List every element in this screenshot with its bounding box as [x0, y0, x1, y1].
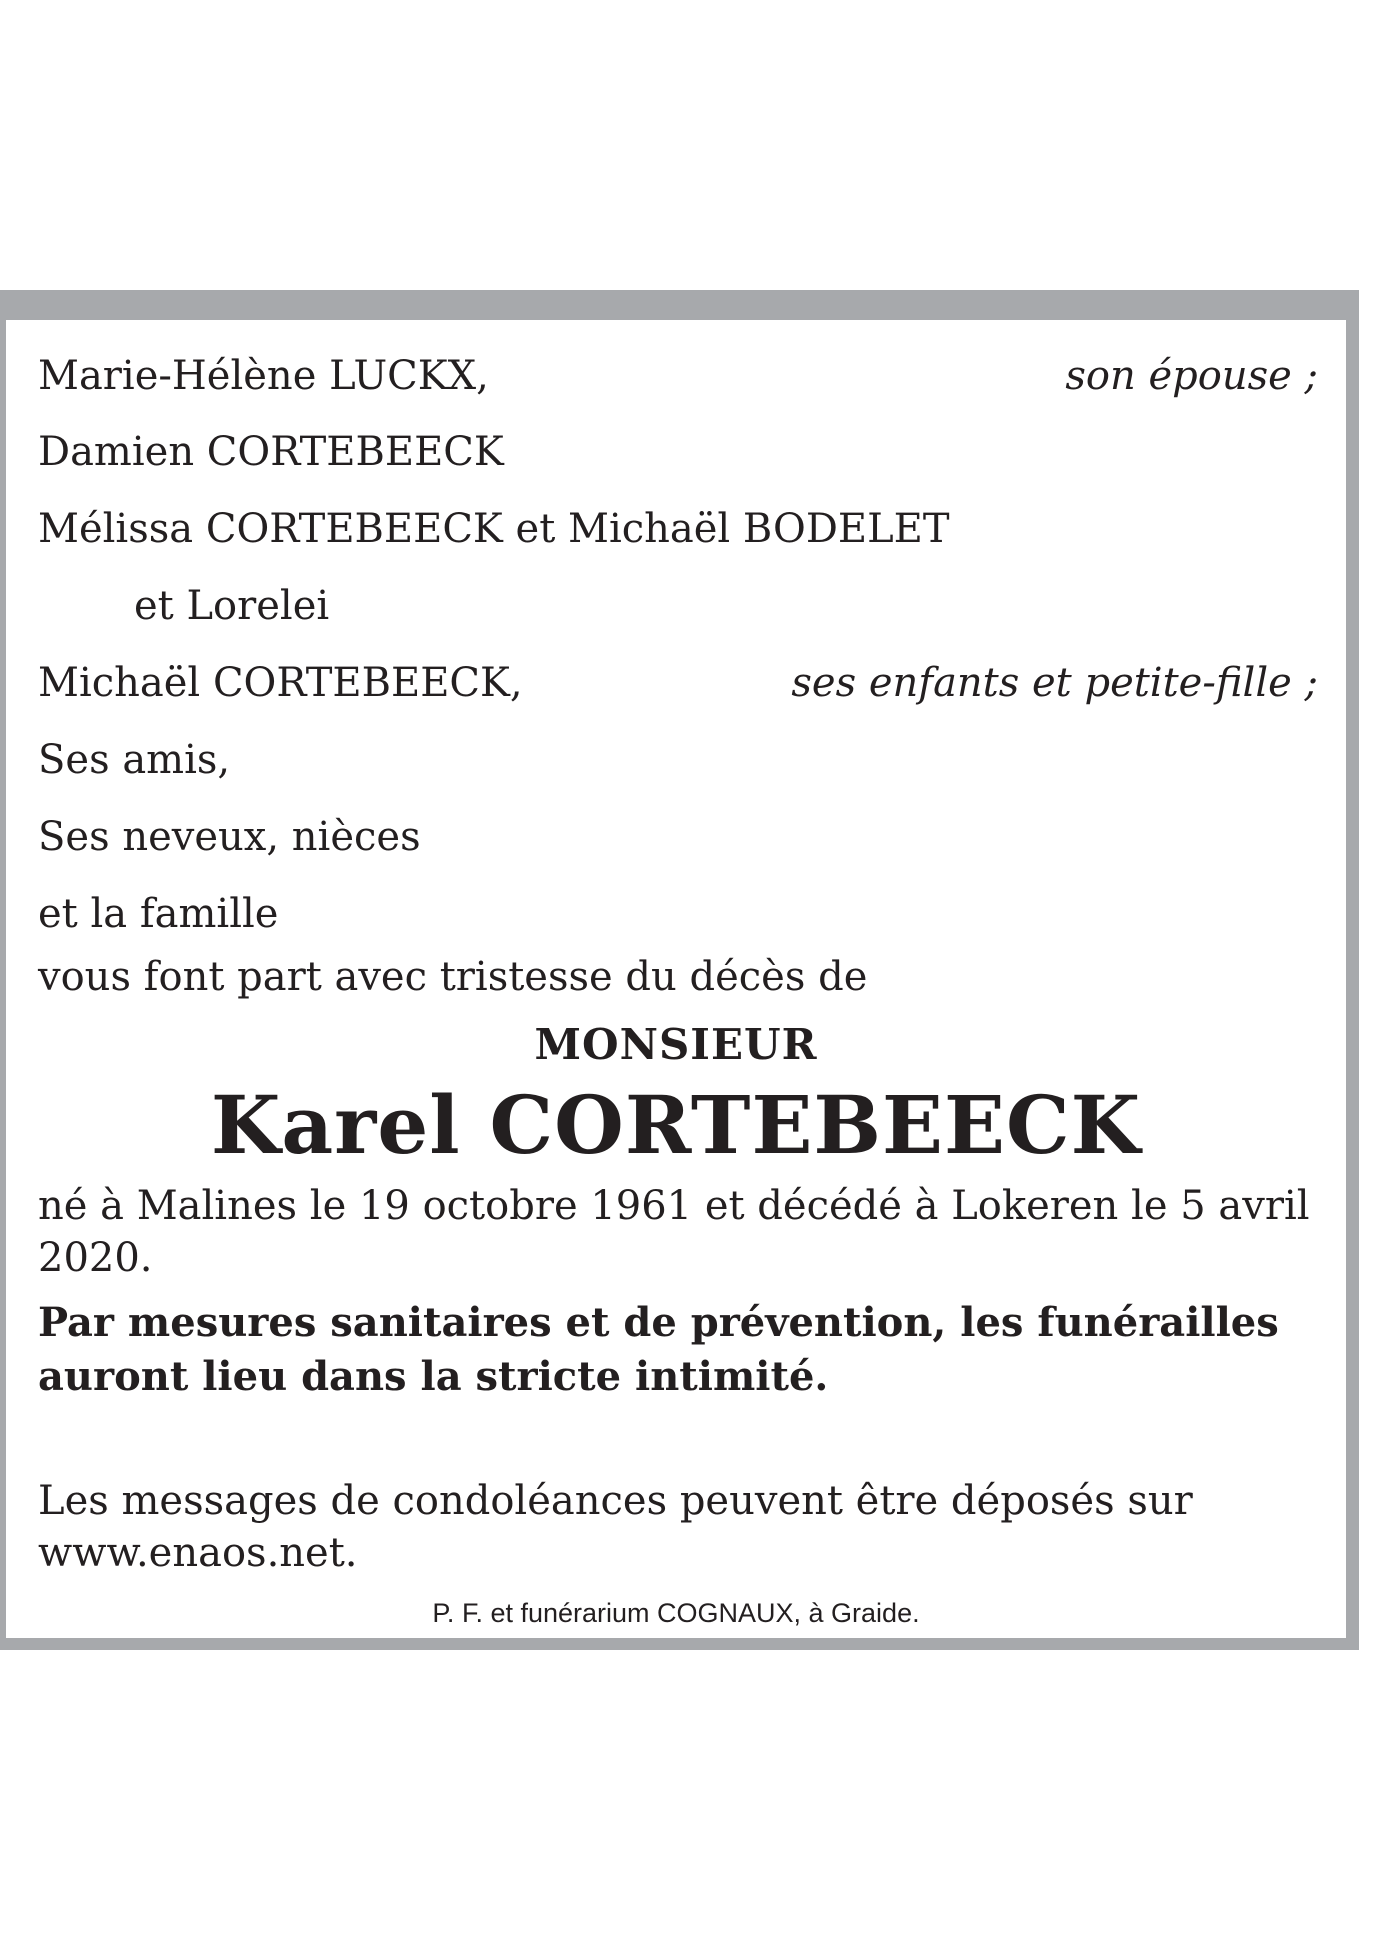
relation-children: ses enfants et petite-fille ; — [791, 660, 1318, 706]
funeral-home: P. F. et funérarium COGNAUX, à Graide. — [432, 1598, 920, 1628]
deceased-name: Karel CORTEBEECK — [210, 1078, 1142, 1172]
notice-border — [0, 290, 1359, 1650]
relation-spouse: son épouse ; — [1065, 353, 1318, 399]
family-member-child-couple: Mélissa CORTEBEECK et Michaël BODELET — [38, 506, 950, 552]
family-member-child: Michaël CORTEBEECK, — [38, 660, 523, 706]
family-member-spouse: Marie-Hélène LUCKX, — [38, 353, 489, 399]
funeral-notice: Par mesures sanitaires et de prévention, les funérailles auront lieu dans la stricte intimité. — [38, 1299, 1279, 1400]
family-member-child: Damien CORTEBEECK — [38, 429, 504, 475]
obituary-panel — [6, 320, 1346, 1638]
birth-death-dates: né à Malines le 19 octobre 1961 et décédé à Lokeren le 5 avril 2020. — [38, 1183, 1310, 1281]
condolences-text: Les messages de condoléances peuvent être déposés sur www.enaos.net. — [38, 1478, 1193, 1576]
deceased-honorific: MONSIEUR — [534, 1020, 818, 1069]
announcement-text: vous font part avec tristesse du décès de — [38, 954, 868, 1000]
family-nephews-nieces: Ses neveux, nièces — [38, 814, 421, 860]
family-friends: Ses amis, — [38, 737, 231, 783]
family-relatives: et la famille — [38, 891, 279, 937]
family-member-grandchild: et Lorelei — [134, 583, 330, 629]
